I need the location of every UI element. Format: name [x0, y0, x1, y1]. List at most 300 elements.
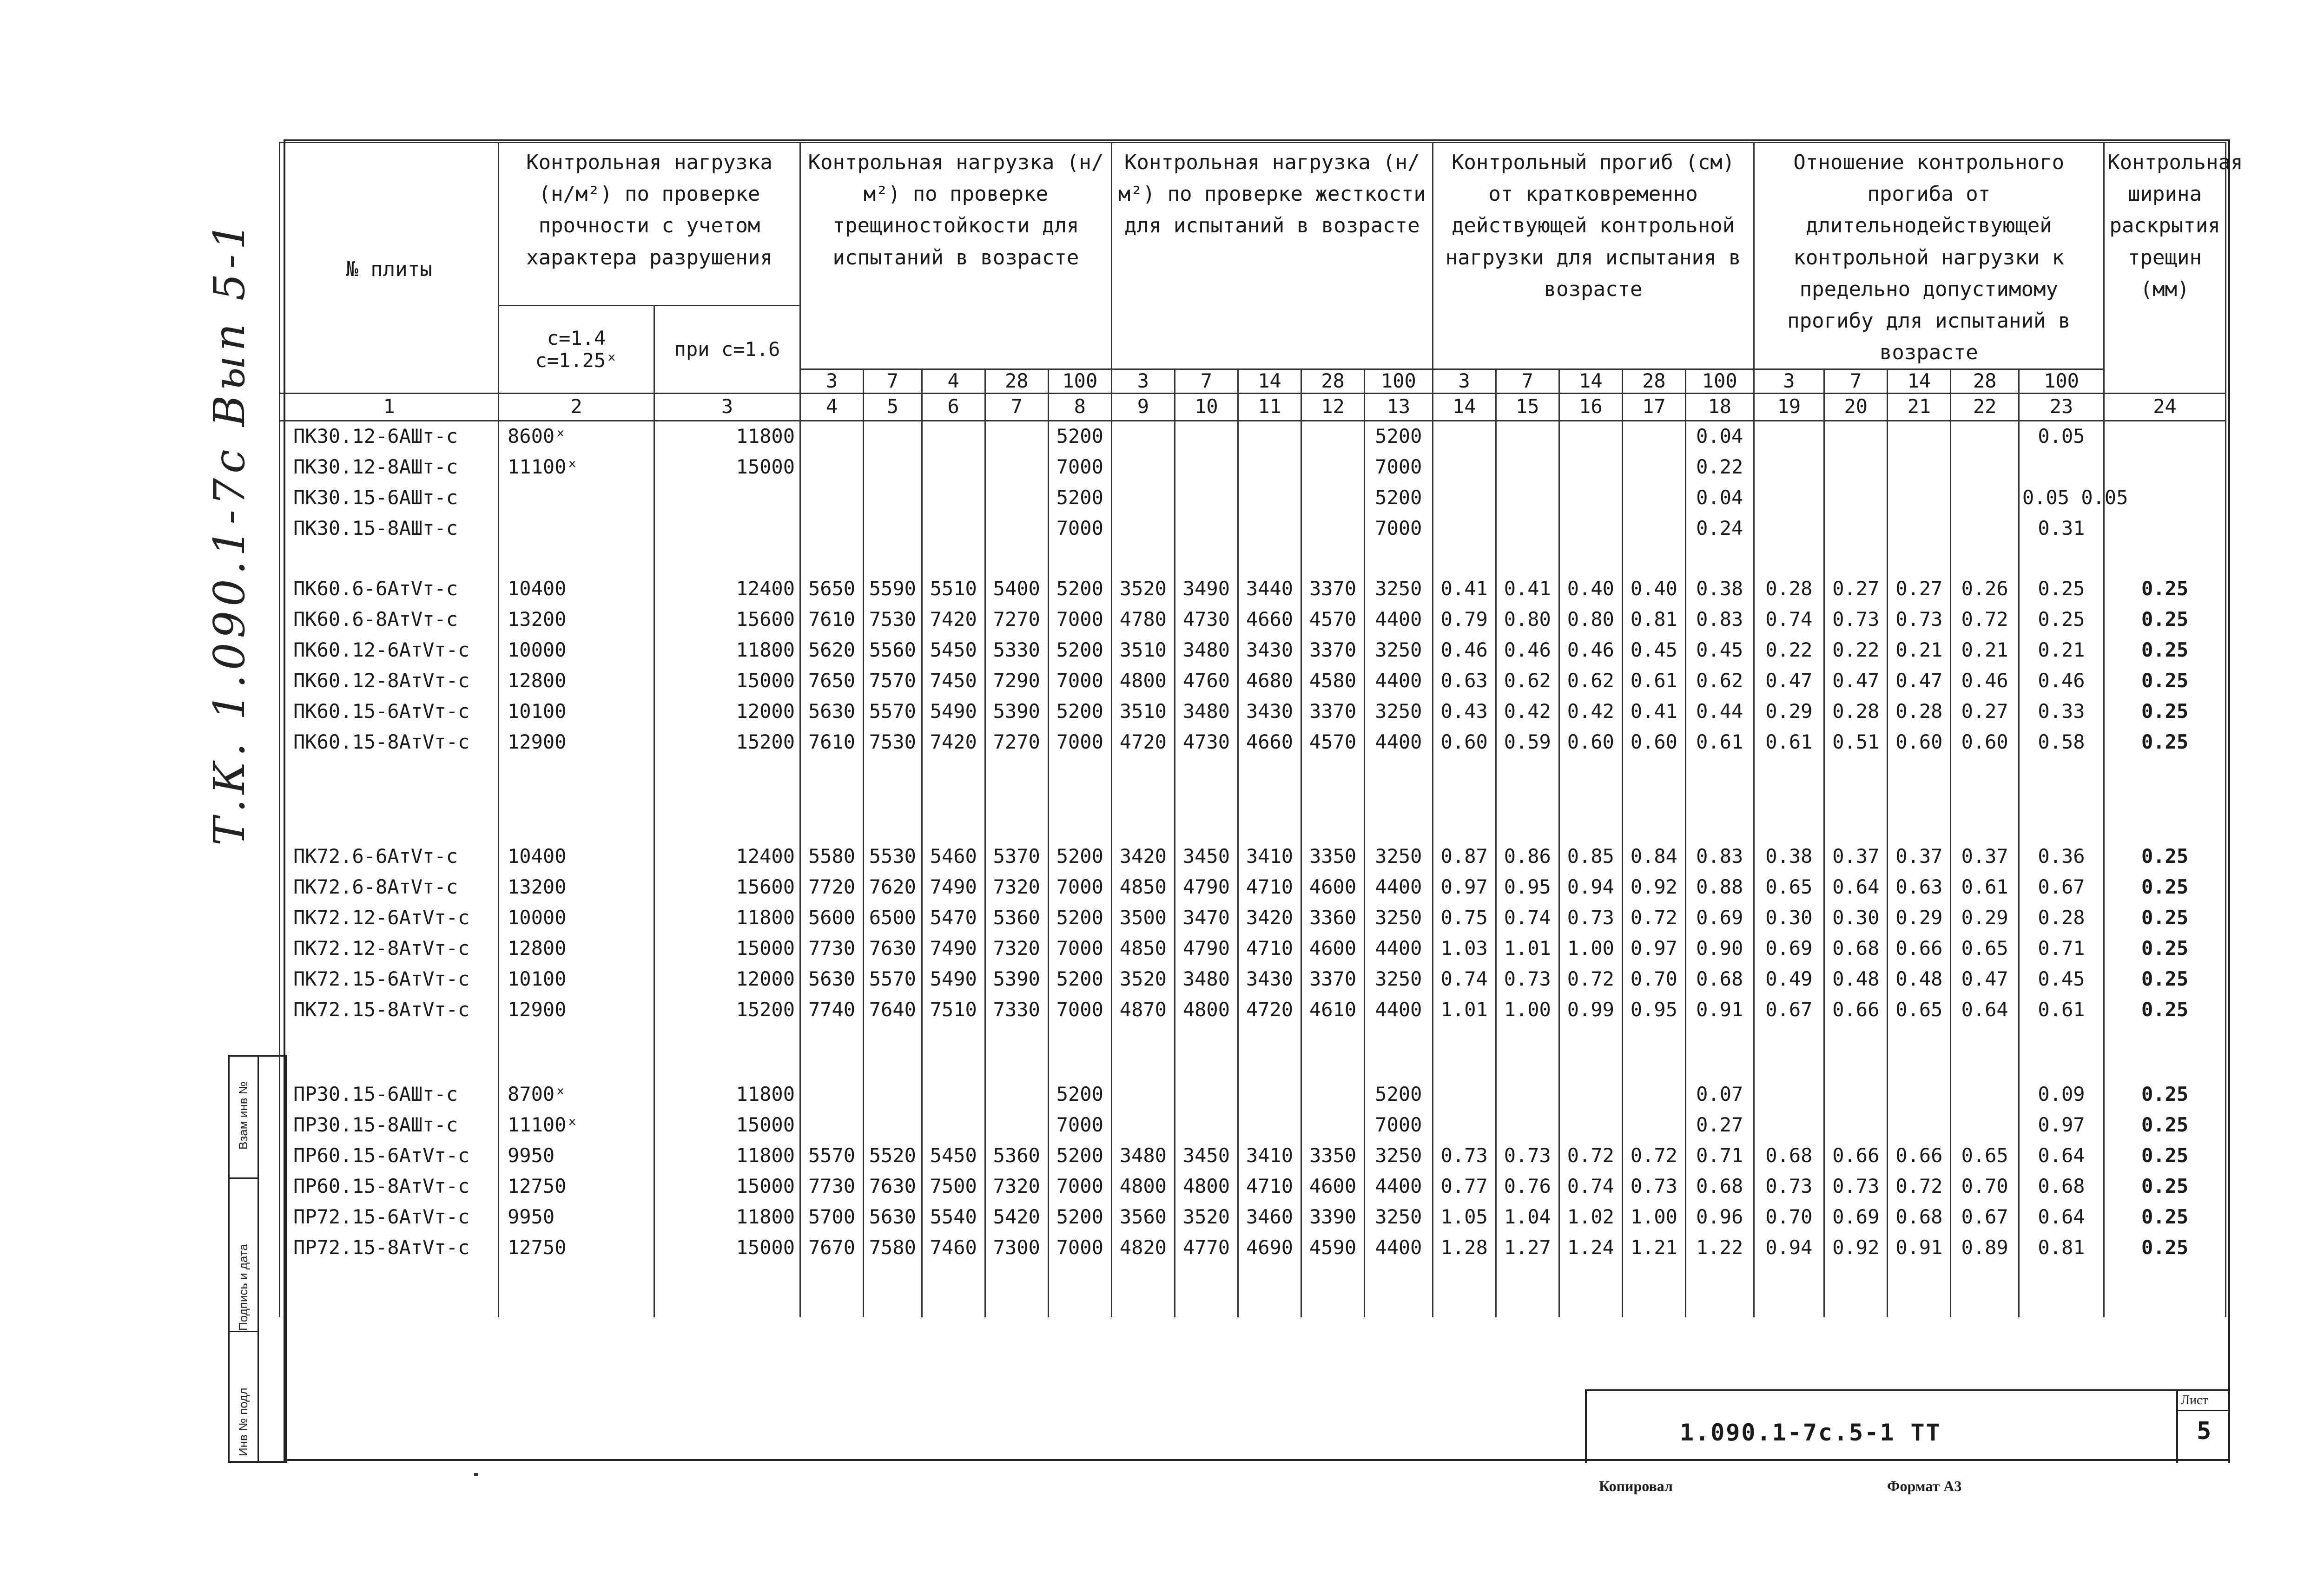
plate-name: ПК30.12-6АШт-с	[280, 421, 499, 452]
table-cell: 9950	[499, 1141, 654, 1171]
table-cell: 1.03	[1433, 934, 1496, 964]
table-cell: 0.73	[1754, 1171, 1824, 1202]
plate-name: ПК30.12-8АШт-с	[280, 452, 499, 483]
table-cell: 0.74	[1754, 605, 1824, 635]
table-cell: 3250	[1365, 903, 1433, 934]
table-cell: 11800	[654, 421, 800, 452]
table-cell: 7320	[985, 934, 1048, 964]
header-plate: № плиты	[280, 143, 499, 394]
table-cell: 0.83	[1685, 842, 1754, 872]
table-row	[280, 842, 2226, 872]
table-cell: 0.60	[1559, 727, 1622, 758]
table-cell	[1559, 421, 1622, 452]
table-cell: 7730	[800, 934, 863, 964]
table-cell: 0.48	[1824, 964, 1888, 995]
spacer-cell	[1951, 1026, 2019, 1079]
table-cell: 0.47	[1888, 666, 1951, 697]
table-cell: 0.66	[1824, 1141, 1888, 1171]
table-cell	[1754, 421, 1824, 452]
table-cell: 0.81	[2019, 1233, 2104, 1263]
table-cell	[1622, 483, 1685, 513]
table-cell: 4730	[1175, 605, 1238, 635]
spacer-cell	[864, 544, 922, 574]
table-cell: 0.91	[1888, 1233, 1951, 1263]
table-cell	[1111, 1110, 1175, 1141]
table-cell: 15000	[654, 666, 800, 697]
spacer-cell	[2104, 812, 2226, 842]
table-cell: 0.64	[1951, 995, 2019, 1026]
spacer-cell	[280, 1026, 499, 1079]
table-cell: 3370	[1301, 635, 1365, 666]
table-cell: 5560	[864, 635, 922, 666]
table-cell: 7320	[985, 872, 1048, 903]
table-cell: 7270	[985, 727, 1048, 758]
spacer-cell	[654, 812, 800, 842]
spacer-cell	[1824, 1263, 1888, 1317]
column-number: 4	[800, 393, 863, 421]
table-cell	[654, 483, 800, 513]
table-cell: 0.68	[1685, 964, 1754, 995]
table-cell: 4570	[1301, 605, 1365, 635]
table-cell: 9950	[499, 1202, 654, 1233]
table-cell	[1496, 1110, 1559, 1141]
table-cell: 15200	[654, 727, 800, 758]
table-cell: 0.66	[1888, 1141, 1951, 1171]
table-cell: 0.92	[1622, 872, 1685, 903]
table-cell: 4710	[1238, 872, 1301, 903]
spacer-cell	[2104, 544, 2226, 574]
table-row	[280, 421, 2226, 452]
table-cell: 5630	[800, 697, 863, 727]
table-cell: 4790	[1175, 872, 1238, 903]
table-cell: 12000	[654, 964, 800, 995]
table-cell: 12900	[499, 727, 654, 758]
table-row	[280, 964, 2226, 995]
column-number: 24	[2104, 393, 2226, 421]
table-cell: 0.65	[1951, 934, 2019, 964]
spacer-cell	[1951, 1263, 2019, 1317]
column-number: 6	[922, 393, 985, 421]
table-cell	[1888, 452, 1951, 483]
table-cell: 0.25	[2104, 727, 2226, 758]
spacer-cell	[864, 1026, 922, 1079]
table-cell: 5370	[985, 842, 1048, 872]
table-cell: 0.61	[1685, 727, 1754, 758]
age-ratio-100: 100	[2019, 369, 2104, 393]
table-cell: 5200	[1048, 574, 1111, 605]
table-cell	[1238, 1110, 1301, 1141]
spacer-cell	[1824, 1026, 1888, 1079]
sheet-separator	[2178, 1410, 2228, 1411]
table-cell: 0.09	[2019, 1079, 2104, 1110]
table-cell: 7670	[800, 1233, 863, 1263]
table-cell: 5200	[1048, 1202, 1111, 1233]
spacer-cell	[1111, 812, 1175, 842]
table-cell: 12400	[654, 842, 800, 872]
column-number: 10	[1175, 393, 1238, 421]
table-cell	[922, 421, 985, 452]
spacer-cell	[1496, 812, 1559, 842]
spacer-cell	[1622, 758, 1685, 812]
table-cell: 0.73	[1433, 1141, 1496, 1171]
table-cell: 4790	[1175, 934, 1238, 964]
table-cell	[864, 483, 922, 513]
table-cell	[1111, 483, 1175, 513]
spacer-cell	[985, 1263, 1048, 1317]
table-row	[280, 934, 2226, 964]
plate-name: ПР60.15-8АтVт-с	[280, 1171, 499, 1202]
table-cell	[1301, 1110, 1365, 1141]
table-cell	[1301, 483, 1365, 513]
table-cell: 0.91	[1685, 995, 1754, 1026]
table-cell: 3360	[1301, 903, 1365, 934]
table-cell: 0.83	[1685, 605, 1754, 635]
table-cell: 5530	[864, 842, 922, 872]
column-number: 14	[1433, 393, 1496, 421]
table-cell: 1.00	[1622, 1202, 1685, 1233]
table-cell: 3440	[1238, 574, 1301, 605]
spacer-cell	[1754, 758, 1824, 812]
table-cell: 5400	[985, 574, 1048, 605]
table-cell: 0.38	[1754, 842, 1824, 872]
spacer-cell	[1888, 812, 1951, 842]
table-cell: 7490	[922, 872, 985, 903]
spacer-cell	[1111, 544, 1175, 574]
table-cell	[1111, 421, 1175, 452]
table-cell: 12750	[499, 1233, 654, 1263]
spacer-cell	[985, 1026, 1048, 1079]
spacer-cell	[1175, 812, 1238, 842]
table-cell: 0.21	[2019, 635, 2104, 666]
table-cell: 4780	[1111, 605, 1175, 635]
age-crack-4: 4	[922, 369, 985, 393]
table-cell: 7000	[1365, 452, 1433, 483]
table-cell: 1.24	[1559, 1233, 1622, 1263]
table-cell: 10100	[499, 697, 654, 727]
age-defl-100: 100	[1685, 369, 1754, 393]
spacer-cell	[280, 812, 499, 842]
spacer-cell	[1496, 1026, 1559, 1079]
header-strength-c14: с=1.4 с=1.25ˣ	[499, 306, 654, 394]
table-cell: 0.28	[1754, 574, 1824, 605]
table-cell: 1.02	[1559, 1202, 1622, 1233]
age-ratio-3: 3	[1754, 369, 1824, 393]
age-crack-7: 7	[864, 369, 922, 393]
table-cell: 5620	[800, 635, 863, 666]
table-cell: 0.30	[1824, 903, 1888, 934]
table-cell: 5390	[985, 697, 1048, 727]
table-cell	[1111, 1079, 1175, 1110]
column-number: 21	[1888, 393, 1951, 421]
table-cell: 10000	[499, 903, 654, 934]
table-cell: 0.28	[2019, 903, 2104, 934]
header-deflection: Контрольный прогиб (см) от кратковременно действующей контрольной нагрузки для испытания в возрасте	[1433, 143, 1754, 369]
spacer-cell	[1048, 1026, 1111, 1079]
table-cell: 1.27	[1496, 1233, 1559, 1263]
table-cell	[1175, 513, 1238, 544]
table-cell	[1888, 513, 1951, 544]
table-cell	[1433, 421, 1496, 452]
table-cell: 3370	[1301, 697, 1365, 727]
table-cell: 0.25	[2104, 1171, 2226, 1202]
title-block	[1585, 1389, 2230, 1463]
table-cell: 0.25	[2104, 666, 2226, 697]
table-cell	[1754, 452, 1824, 483]
spacer-cell	[1888, 1263, 1951, 1317]
table-cell: 3480	[1111, 1141, 1175, 1171]
stamp-divider	[230, 1177, 257, 1179]
table-cell: 0.87	[1433, 842, 1496, 872]
table-row	[280, 697, 2226, 727]
table-cell	[1951, 513, 2019, 544]
table-cell: 5200	[1365, 1079, 1433, 1110]
table-cell: 4400	[1365, 666, 1433, 697]
table-cell: 0.90	[1685, 934, 1754, 964]
table-cell: 7720	[800, 872, 863, 903]
table-cell: 5470	[922, 903, 985, 934]
table-cell: 0.29	[1888, 903, 1951, 934]
table-cell: 0.61	[1754, 727, 1824, 758]
table-cell: 12900	[499, 995, 654, 1026]
table-cell: 0.37	[1888, 842, 1951, 872]
spacer-cell	[1111, 1026, 1175, 1079]
table-cell: 10000	[499, 635, 654, 666]
table-cell: 5200	[1048, 697, 1111, 727]
table-cell: 7570	[864, 666, 922, 697]
table-cell	[1622, 421, 1685, 452]
table-cell: 0.64	[2019, 1141, 2104, 1171]
spacer-cell	[1365, 1263, 1433, 1317]
table-cell	[1559, 1110, 1622, 1141]
document-code: 1.090.1-7с.5-1 ТТ	[1680, 1419, 1941, 1446]
spacer-cell	[1175, 544, 1238, 574]
table-row	[280, 666, 2226, 697]
spacer-cell	[985, 758, 1048, 812]
column-number-row	[280, 393, 2226, 421]
table-cell: 0.04	[1685, 483, 1754, 513]
table-cell: 0.05	[2019, 421, 2104, 452]
table-cell: 0.29	[1754, 697, 1824, 727]
spacer-cell	[654, 1026, 800, 1079]
table-cell: 0.88	[1685, 872, 1754, 903]
table-cell: 11100ˣ	[499, 452, 654, 483]
table-cell	[1175, 1110, 1238, 1141]
table-cell: 7490	[922, 934, 985, 964]
table-cell	[1559, 483, 1622, 513]
column-number: 17	[1622, 393, 1685, 421]
spacer-cell	[2019, 1263, 2104, 1317]
table-cell: 7000	[1048, 934, 1111, 964]
table-cell: 4400	[1365, 1171, 1433, 1202]
table-cell: 3480	[1175, 964, 1238, 995]
table-cell: 0.59	[1496, 727, 1559, 758]
table-row	[280, 1141, 2226, 1171]
table-cell: 0.25	[2104, 1233, 2226, 1263]
table-cell: 0.65	[1888, 995, 1951, 1026]
table-cell: 15000	[654, 934, 800, 964]
table-cell: 0.40	[1622, 574, 1685, 605]
spacer-cell	[864, 758, 922, 812]
table-cell	[800, 1110, 863, 1141]
table-cell: 5570	[864, 964, 922, 995]
table-cell: 0.70	[1754, 1202, 1824, 1233]
spacer-cell	[2019, 758, 2104, 812]
plate-name: ПК72.15-8АтVт-с	[280, 995, 499, 1026]
table-cell: 4770	[1175, 1233, 1238, 1263]
plate-name: ПК72.12-8АтVт-с	[280, 934, 499, 964]
table-cell: 7530	[864, 727, 922, 758]
table-cell: 0.45	[1685, 635, 1754, 666]
table-cell	[1951, 452, 2019, 483]
table-cell: 3490	[1175, 574, 1238, 605]
spacer-cell	[1365, 758, 1433, 812]
spacer-cell	[1754, 1263, 1824, 1317]
spacer-cell	[1824, 758, 1888, 812]
table-cell: 15000	[654, 1171, 800, 1202]
table-cell: 7000	[1048, 995, 1111, 1026]
table-cell	[1951, 1079, 2019, 1110]
table-cell: 3410	[1238, 1141, 1301, 1171]
spacer-cell	[1685, 1263, 1754, 1317]
table-cell: 4570	[1301, 727, 1365, 758]
table-cell: 0.76	[1496, 1171, 1559, 1202]
spacer-cell	[2104, 1026, 2226, 1079]
table-cell: 0.48	[1888, 964, 1951, 995]
spacer-row	[280, 1263, 2226, 1317]
table-cell: 0.27	[1824, 574, 1888, 605]
table-cell: 13200	[499, 872, 654, 903]
table-cell: 0.46	[2019, 666, 2104, 697]
table-row	[280, 1171, 2226, 1202]
table-cell: 4400	[1365, 727, 1433, 758]
table-cell: 1.00	[1559, 934, 1622, 964]
table-cell	[1496, 1079, 1559, 1110]
table-cell: 0.58	[2019, 727, 2104, 758]
table-cell	[922, 513, 985, 544]
table-cell: 0.41	[1433, 574, 1496, 605]
mark	[474, 1473, 478, 1476]
table-cell: 7420	[922, 727, 985, 758]
table-cell: 3420	[1238, 903, 1301, 934]
table-cell: 3560	[1111, 1202, 1175, 1233]
table-cell: 7000	[1048, 727, 1111, 758]
spacer-cell	[654, 758, 800, 812]
plate-name: ПК60.12-6АтVт-с	[280, 635, 499, 666]
table-cell	[985, 1110, 1048, 1141]
table-cell: 3500	[1111, 903, 1175, 934]
table-cell	[864, 513, 922, 544]
table-cell: 0.74	[1559, 1171, 1622, 1202]
table-cell: 0.25	[2104, 872, 2226, 903]
spacer-cell	[1433, 812, 1496, 842]
table-cell: 12800	[499, 666, 654, 697]
spacer-cell	[1175, 1263, 1238, 1317]
column-number: 13	[1365, 393, 1433, 421]
spacer-cell	[922, 1026, 985, 1079]
table-cell: 7000	[1048, 452, 1111, 483]
table-cell: 0.25	[2104, 697, 2226, 727]
table-cell: 5200	[1048, 635, 1111, 666]
table-cell: 5200	[1048, 964, 1111, 995]
table-cell	[1824, 1110, 1888, 1141]
table-cell: 0.73	[1496, 1141, 1559, 1171]
table-cell: 0.85	[1559, 842, 1622, 872]
table-cell: 5570	[864, 697, 922, 727]
table-cell: 5450	[922, 635, 985, 666]
table-cell: 5630	[864, 1202, 922, 1233]
spacer-cell	[1301, 758, 1365, 812]
table-cell: 0.64	[1824, 872, 1888, 903]
table-cell	[922, 1110, 985, 1141]
table-cell	[985, 513, 1048, 544]
table-cell: 0.25	[2104, 605, 2226, 635]
table-cell	[922, 1079, 985, 1110]
spacer-cell	[1559, 1026, 1622, 1079]
table-cell	[985, 483, 1048, 513]
table-cell: 4400	[1365, 995, 1433, 1026]
column-number: 16	[1559, 393, 1622, 421]
table-cell: 4720	[1238, 995, 1301, 1026]
plate-name: ПК60.12-8АтVт-с	[280, 666, 499, 697]
table-cell	[985, 421, 1048, 452]
table-cell: 11100ˣ	[499, 1110, 654, 1141]
spacer-cell	[1496, 758, 1559, 812]
spacer-cell	[2019, 812, 2104, 842]
table-cell: 0.97	[1433, 872, 1496, 903]
table-cell: 0.25	[2104, 635, 2226, 666]
table-cell: 7630	[864, 934, 922, 964]
age-ratio-28: 28	[1951, 369, 2019, 393]
table-cell: 5420	[985, 1202, 1048, 1233]
column-number: 22	[1951, 393, 2019, 421]
table-cell	[1824, 513, 1888, 544]
table-cell	[2104, 513, 2226, 544]
spacer-cell	[1238, 758, 1301, 812]
table-cell: 0.62	[1496, 666, 1559, 697]
table-cell: 0.73	[1824, 1171, 1888, 1202]
table-cell: 7580	[864, 1233, 922, 1263]
table-cell: 0.63	[1888, 872, 1951, 903]
table-cell: 0.65	[1951, 1141, 2019, 1171]
table-cell: 0.60	[1951, 727, 2019, 758]
plate-name: ПК72.15-6АтVт-с	[280, 964, 499, 995]
spacer-cell	[1685, 812, 1754, 842]
table-cell: 0.65	[1754, 872, 1824, 903]
table-cell: 0.25	[2019, 605, 2104, 635]
table-cell	[1496, 513, 1559, 544]
table-cell: 3430	[1238, 697, 1301, 727]
spacer-cell	[1824, 544, 1888, 574]
spacer-cell	[1951, 544, 2019, 574]
table-cell: 0.25	[2104, 934, 2226, 964]
table-cell	[1888, 1079, 1951, 1110]
table-cell: 7650	[800, 666, 863, 697]
sheet-cell	[2176, 1391, 2228, 1463]
table-cell	[1824, 1079, 1888, 1110]
spacer-cell	[922, 812, 985, 842]
table-cell: 3250	[1365, 635, 1433, 666]
stamp-divider	[230, 1331, 257, 1332]
table-cell: 5650	[800, 574, 863, 605]
spacer-cell	[1433, 1263, 1496, 1317]
table-cell: 3510	[1111, 697, 1175, 727]
table-cell: 0.21	[1951, 635, 2019, 666]
table-cell: 0.72	[1622, 903, 1685, 934]
table-cell: 3430	[1238, 964, 1301, 995]
table-cell: 11800	[654, 1141, 800, 1171]
plate-name: ПР72.15-8АтVт-с	[280, 1233, 499, 1263]
spacer-cell	[864, 812, 922, 842]
